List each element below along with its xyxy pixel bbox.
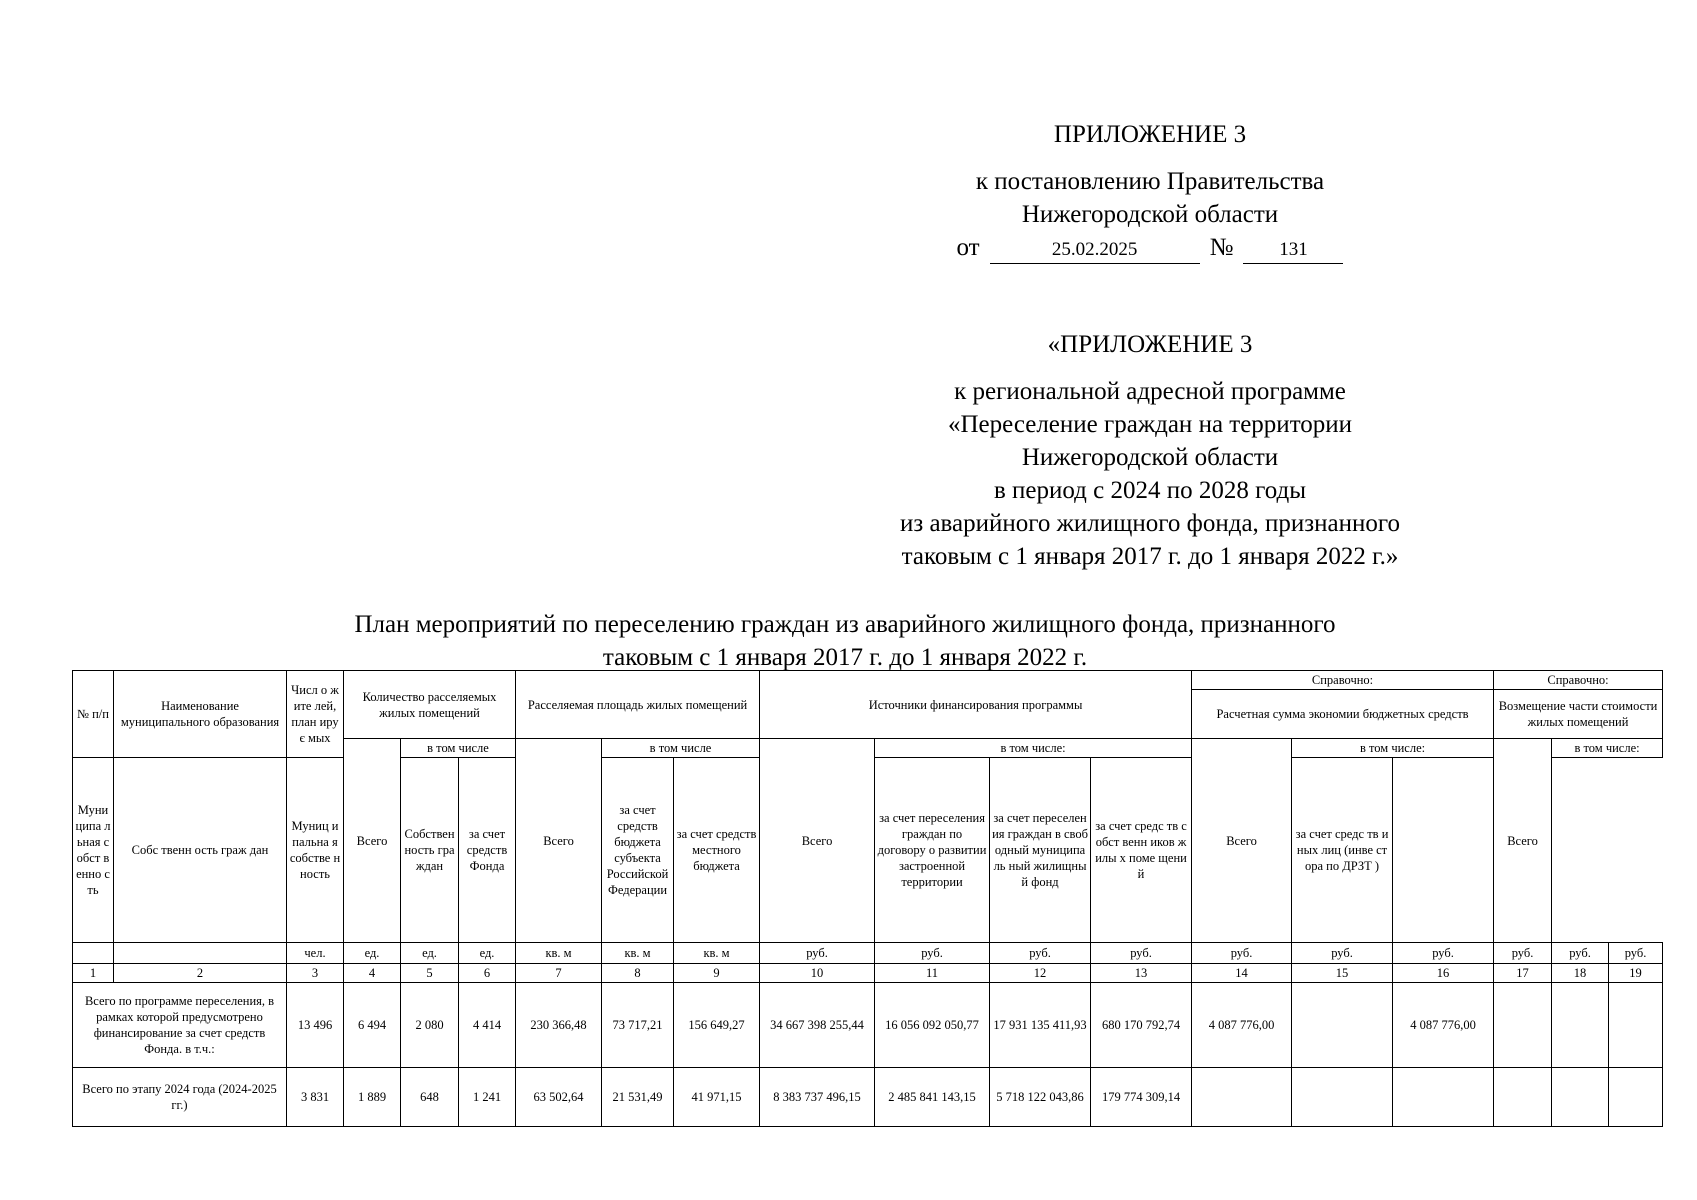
appendix-line-2: Нижегородской области bbox=[1021, 201, 1279, 228]
unit-cell: руб. bbox=[760, 943, 875, 964]
program-appendix-title: «ПРИЛОЖЕНИЕ 3 bbox=[1047, 331, 1253, 358]
area-own-cell: 41 971,15 bbox=[674, 1068, 760, 1127]
comp-owners-cell bbox=[1552, 1068, 1609, 1127]
program-line-6: таковым с 1 января 2017 г. до 1 января 2022 г.» bbox=[901, 543, 1399, 570]
unit-cell: руб. bbox=[1552, 943, 1609, 964]
unit-cell: руб. bbox=[1192, 943, 1292, 964]
area-own-header: Собствен ность граждан bbox=[401, 758, 459, 943]
rooms-total-cell: 6 494 bbox=[344, 983, 401, 1068]
comp-other-cell bbox=[1609, 983, 1663, 1068]
unit-cell: руб. bbox=[1091, 943, 1192, 964]
econ-free-cell: 4 087 776,00 bbox=[1393, 983, 1494, 1068]
col-number: 13 bbox=[1091, 964, 1192, 983]
area-muni-cell: 73 717,21 bbox=[602, 983, 674, 1068]
rooms-total-header: Всего bbox=[344, 739, 401, 943]
fin-fond-header: за счет средств Фонда bbox=[459, 758, 516, 943]
col-residents-header: Числ о жите лей, план ирує мых bbox=[287, 671, 344, 758]
unit-cell bbox=[73, 943, 114, 964]
comp-other-cell bbox=[1609, 1068, 1663, 1127]
comp-owners-header: за счет средс тв собст венн иков жилы х поме щени й bbox=[1091, 758, 1192, 943]
plan-table bbox=[72, 670, 1663, 1127]
ref2-label: Справочно: bbox=[1494, 671, 1663, 690]
fin-incl-header: в том числе: bbox=[875, 739, 1192, 758]
unit-cell: руб. bbox=[990, 943, 1091, 964]
col-number: 15 bbox=[1292, 964, 1393, 983]
program-line-1: к региональной адресной программе bbox=[954, 378, 1346, 405]
unit-cell: чел. bbox=[287, 943, 344, 964]
appendix-line-1: к постановлению Правительства bbox=[975, 168, 1325, 195]
unit-cell: руб. bbox=[1292, 943, 1393, 964]
col-number: 6 bbox=[459, 964, 516, 983]
econ-total-header: Всего bbox=[1192, 739, 1292, 943]
unit-cell: руб. bbox=[1393, 943, 1494, 964]
fin-subject-cell: 5 718 122 043,86 bbox=[990, 1068, 1091, 1127]
program-line-4: в период с 2024 по 2028 годы bbox=[993, 477, 1307, 504]
col-number: 11 bbox=[875, 964, 990, 983]
funding-group-header: Источники финансирования программы bbox=[760, 671, 1192, 739]
rooms-group-header: Количество расселяемых жилых помещений bbox=[344, 671, 516, 739]
rooms-muni-cell: 648 bbox=[401, 1068, 459, 1127]
program-line-3: Нижегородской области bbox=[1021, 444, 1279, 471]
area-muni-header: Муниц ипальна я собстве нность bbox=[287, 758, 344, 943]
rooms-own-cell: 4 414 bbox=[459, 983, 516, 1068]
unit-cell: кв. м bbox=[516, 943, 602, 964]
col-num-header: № п/п bbox=[73, 671, 114, 758]
fin-subject-cell: 17 931 135 411,93 bbox=[990, 983, 1091, 1068]
unit-cell: ед. bbox=[344, 943, 401, 964]
fin-total-cell: 34 667 398 255,44 bbox=[760, 983, 875, 1068]
col-number: 4 bbox=[344, 964, 401, 983]
appendix-header bbox=[870, 118, 1430, 264]
unit-cell: ед. bbox=[459, 943, 516, 964]
rooms-muni-header: Муни ципа льная собст венно сть bbox=[73, 758, 114, 943]
decree-number: 131 bbox=[1243, 237, 1343, 264]
table-column-numbers-row bbox=[73, 964, 1663, 983]
rooms-muni-cell: 2 080 bbox=[401, 983, 459, 1068]
econ-free-cell bbox=[1393, 1068, 1494, 1127]
unit-cell: руб. bbox=[875, 943, 990, 964]
col-number: 1 bbox=[73, 964, 114, 983]
area-total-header: Всего bbox=[516, 739, 602, 943]
col-number: 18 bbox=[1552, 964, 1609, 983]
comp-incl-header: в том числе: bbox=[1552, 739, 1663, 758]
program-line-2: «Переселение граждан на территории bbox=[947, 411, 1353, 438]
unit-cell: кв. м bbox=[674, 943, 760, 964]
fin-local-cell: 179 774 309,14 bbox=[1091, 1068, 1192, 1127]
col-number: 19 bbox=[1609, 964, 1663, 983]
col-number: 10 bbox=[760, 964, 875, 983]
econ-incl-header: в том числе: bbox=[1292, 739, 1494, 758]
fin-fond-cell: 2 485 841 143,15 bbox=[875, 1068, 990, 1127]
row-name: Всего по программе переселения, в рамках которой предусмотрено финансирование за счет средств Фонда. в т.ч.: bbox=[73, 983, 287, 1068]
unit-cell: кв. м bbox=[602, 943, 674, 964]
decree-date: 25.02.2025 bbox=[990, 237, 1200, 264]
residents-cell: 3 831 bbox=[287, 1068, 344, 1127]
econ-dev-header: за счет переселения граждан по договору о развитии застроенной территории bbox=[875, 758, 990, 943]
col-number: 5 bbox=[401, 964, 459, 983]
table-row bbox=[73, 1068, 1663, 1127]
econ-dev-cell bbox=[1292, 983, 1393, 1068]
comp-total-cell bbox=[1494, 983, 1552, 1068]
area-own-cell: 156 649,27 bbox=[674, 983, 760, 1068]
col-number: 2 bbox=[114, 964, 287, 983]
rooms-incl-header: в том числе bbox=[401, 739, 516, 758]
unit-cell bbox=[114, 943, 287, 964]
table-header-row-1 bbox=[73, 671, 1663, 690]
table-units-row bbox=[73, 943, 1663, 964]
appendix-title: ПРИЛОЖЕНИЕ 3 bbox=[1053, 121, 1247, 148]
rooms-own-cell: 1 241 bbox=[459, 1068, 516, 1127]
col-name-header: Наименование муниципального образования bbox=[114, 671, 287, 758]
from-label: от bbox=[956, 234, 980, 261]
compensation-group-header: Возмещение части стоимости жилых помещений bbox=[1494, 690, 1663, 739]
plan-title-line-2: таковым с 1 января 2017 г. до 1 января 2022 г. bbox=[602, 644, 1088, 671]
econ-free-header: за счет переселения граждан в свободный муниципаль ный жилищный фонд bbox=[990, 758, 1091, 943]
fin-total-header: Всего bbox=[760, 739, 875, 943]
col-number: 8 bbox=[602, 964, 674, 983]
ref1-label: Справочно: bbox=[1192, 671, 1494, 690]
program-appendix-header bbox=[870, 328, 1430, 573]
row-name: Всего по этапу 2024 года (2024-2025 гг.) bbox=[73, 1068, 287, 1127]
residents-cell: 13 496 bbox=[287, 983, 344, 1068]
col-number: 17 bbox=[1494, 964, 1552, 983]
col-number: 9 bbox=[674, 964, 760, 983]
col-number: 7 bbox=[516, 964, 602, 983]
econ-total-cell: 4 087 776,00 bbox=[1192, 983, 1292, 1068]
econ-dev-cell bbox=[1292, 1068, 1393, 1127]
col-number: 12 bbox=[990, 964, 1091, 983]
area-total-cell: 230 366,48 bbox=[516, 983, 602, 1068]
fin-local-header: за счет средств местного бюджета bbox=[674, 758, 760, 943]
unit-cell: руб. bbox=[1609, 943, 1663, 964]
area-muni-cell: 21 531,49 bbox=[602, 1068, 674, 1127]
fin-total-cell: 8 383 737 496,15 bbox=[760, 1068, 875, 1127]
rooms-total-cell: 1 889 bbox=[344, 1068, 401, 1127]
economy-group-header: Расчетная сумма экономии бюджетных средств bbox=[1192, 690, 1494, 739]
fin-subject-header: за счет средств бюджета субъекта Российской Федерации bbox=[602, 758, 674, 943]
table-row bbox=[73, 983, 1663, 1068]
comp-other-header: за счет средс тв иных лиц (инве стора по ДРЗТ ) bbox=[1292, 758, 1393, 943]
plan-title bbox=[180, 608, 1510, 674]
number-label: № bbox=[1209, 234, 1234, 261]
col-number: 3 bbox=[287, 964, 344, 983]
area-group-header: Расселяемая площадь жилых помещений bbox=[516, 671, 760, 739]
unit-cell: ед. bbox=[401, 943, 459, 964]
rooms-own-header: Собс твенн ость граж дан bbox=[114, 758, 287, 943]
appendix-date-line bbox=[870, 231, 1430, 264]
unit-cell: руб. bbox=[1494, 943, 1552, 964]
plan-title-line-1: План мероприятий по переселению граждан из аварийного жилищного фонда, признанного bbox=[354, 611, 1336, 638]
col-number: 16 bbox=[1393, 964, 1494, 983]
area-incl-header: в том числе bbox=[602, 739, 760, 758]
econ-total-cell bbox=[1192, 1068, 1292, 1127]
area-total-cell: 63 502,64 bbox=[516, 1068, 602, 1127]
comp-owners-cell bbox=[1552, 983, 1609, 1068]
comp-total-cell bbox=[1494, 1068, 1552, 1127]
program-line-5: из аварийного жилищного фонда, признанного bbox=[899, 510, 1401, 537]
col-number: 14 bbox=[1192, 964, 1292, 983]
comp-total-header: Всего bbox=[1494, 739, 1552, 943]
fin-local-cell: 680 170 792,74 bbox=[1091, 983, 1192, 1068]
fin-fond-cell: 16 056 092 050,77 bbox=[875, 983, 990, 1068]
